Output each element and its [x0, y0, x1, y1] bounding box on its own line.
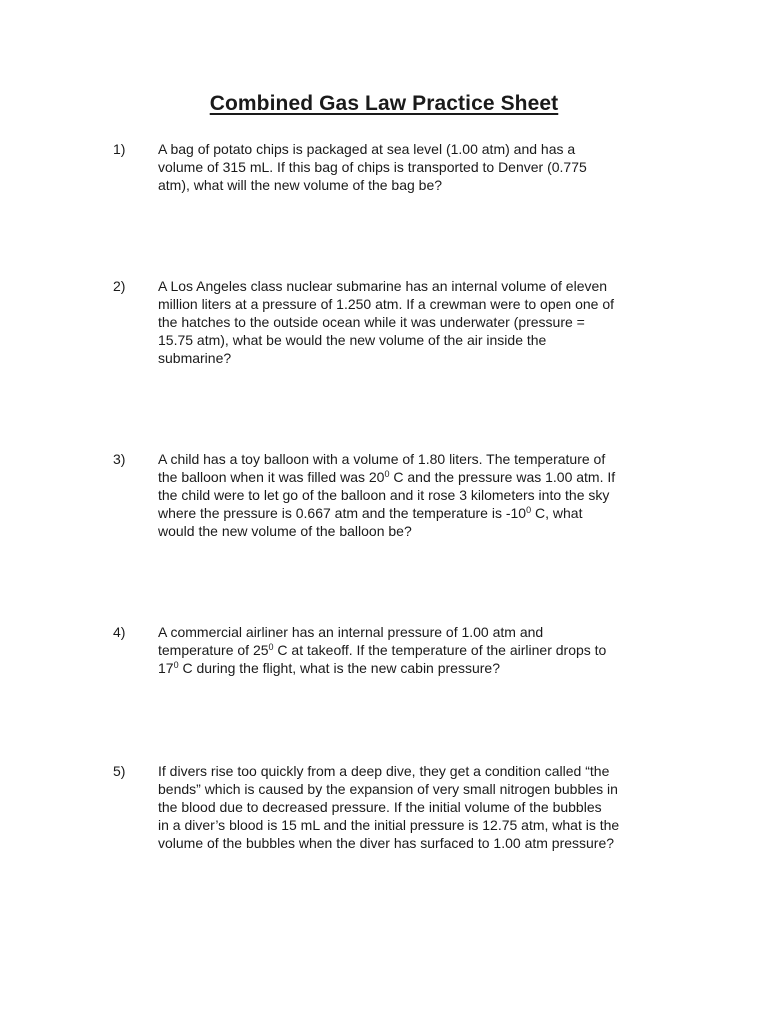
question-line: the child were to let go of the balloon and it rose 3 kilometers into the sky — [158, 487, 610, 503]
question-line: the blood due to decreased pressure. If the initial volume of the bubbles — [158, 799, 602, 815]
question-line: the balloon when it was filled was $20^0$ C and the pressure was 1.00 atm. If — [158, 469, 616, 485]
question-line: If divers rise too quickly from a deep dive, they get a condition called “the — [158, 763, 610, 779]
question-line: A bag of potato chips is packaged at sea level (1.00 atm) and has a — [158, 141, 576, 157]
superscript-zero: 0 — [268, 642, 274, 652]
superscript-zero: 0 — [173, 660, 179, 670]
question-text — [158, 762, 668, 852]
question-number: 2) — [113, 278, 126, 294]
question-line: submarine? — [158, 350, 232, 366]
question-text — [158, 277, 668, 367]
question-line: volume of the bubbles when the diver has surfaced to 1.00 atm pressure? — [158, 835, 615, 851]
question-text — [158, 623, 668, 677]
question-number: 5) — [113, 763, 126, 779]
question-number: 1) — [113, 141, 126, 157]
question-line: in a diver’s blood is 15 mL and the initial pressure is 12.75 atm, what is the — [158, 817, 620, 833]
superscript-zero: 0 — [526, 505, 532, 515]
superscript-zero: 0 — [384, 469, 390, 479]
question-line: A commercial airliner has an internal pressure of 1.00 atm and — [158, 624, 544, 640]
question-line: volume of 315 mL. If this bag of chips is transported to Denver (0.775 — [158, 159, 587, 175]
question-line: A Los Angeles class nuclear submarine has an internal volume of eleven — [158, 278, 608, 294]
question-line: atm), what will the new volume of the bag be? — [158, 177, 443, 193]
question-line: 15.75 atm), what be would the new volume of the air inside the — [158, 332, 547, 348]
worksheet-title: Combined Gas Law Practice Sheet — [209, 92, 559, 115]
question-line: $17^0$ C during the flight, what is the new cabin pressure? — [158, 660, 500, 676]
question-text — [158, 140, 668, 194]
question-line: bends” which is caused by the expansion of very small nitrogen bubbles in — [158, 781, 618, 797]
question-number: 3) — [113, 451, 126, 467]
question-line: A child has a toy balloon with a volume of 1.80 liters. The temperature of — [158, 451, 606, 467]
question-text — [158, 450, 668, 540]
question-line: where the pressure is 0.667 atm and the temperature is $-10^0$ C, what — [158, 505, 583, 521]
question-line: temperature of $25^0$ C at takeoff. If the temperature of the airliner drops to — [158, 642, 607, 658]
question-line: would the new volume of the balloon be? — [158, 523, 412, 539]
question-number: 4) — [113, 624, 126, 640]
question-line: million liters at a pressure of 1.250 atm. If a crewman were to open one of — [158, 296, 615, 312]
question-line: the hatches to the outside ocean while it was underwater (pressure = — [158, 314, 585, 330]
